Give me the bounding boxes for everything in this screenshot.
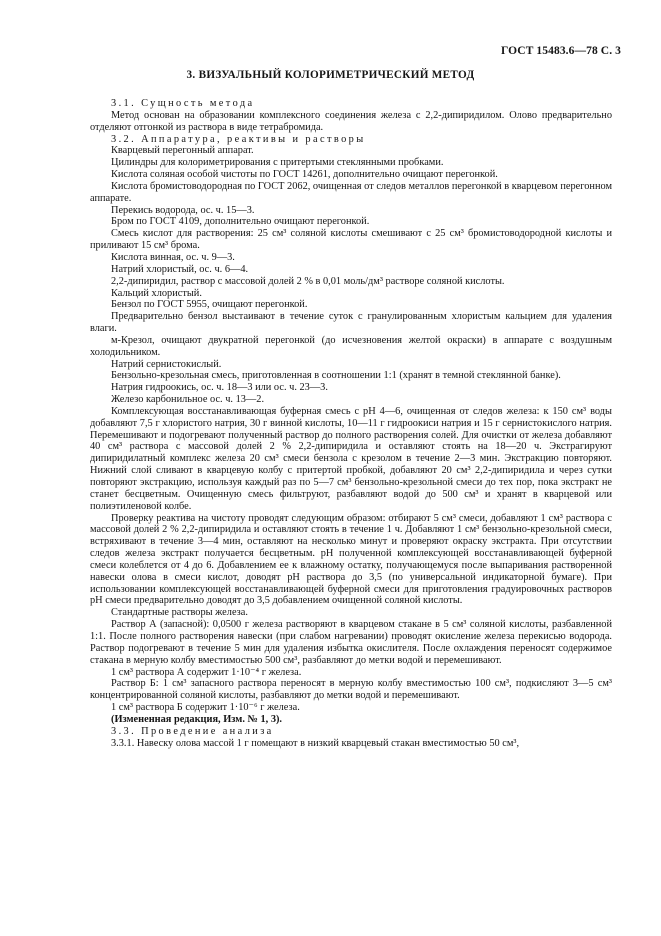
- subsection-heading: 3.1. Сущность метода: [111, 98, 255, 109]
- subsection-heading: 3.3. Проведение анализа: [111, 725, 274, 737]
- paragraph: Железо карбонильное ос. ч. 13—2.: [111, 394, 265, 406]
- paragraph: 3.3.1. Навеску олова массой 1 г помещают в низкий кварцевый стакан вместимостью 50 см³,: [111, 737, 520, 749]
- paragraph: Бром по ГОСТ 4109, дополнительно очищают перегонкой.: [111, 216, 370, 228]
- paragraph: Комплексующая восстанавливающая буферная смесь с рН 4—6, очищенная от следов железа: к 150 см³ воды добавляют 7,5 г хлористого натрия, 30 г винной кислоты, 10—11 г гидроокиси натрия и 15 г сернистокислого натрия. Перемешивают и подогревают полученный раствор до полного растворения солей. Для очистки от железа добавляют 40 см³ раствора с массовой долей 2 % 2,2-дипиридила и оставляют стоять на 18—20 ч. Экстрагируют дипиридилатный комплекс железа 20 см³ смеси бензола с крезолом в течение 2—3 мин. Экстракцию повторяют. Нижний слой сливают в кварцевую колбу с притертой пробкой, добавляют 20 см³ 2,2-дипиридила и через сутки повторяют экстракцию, используя каждый раз по 5—7 см³ бензольно-крезольной смеси до тех пор, пока экстракт не станет бесцветным. Очищенную смесь фильтруют, разбавляют водой до 500 см³ и хранят в кварцевой или полиэтиленовой колбе.: [90, 405, 612, 512]
- paragraph: Натрия гидроокись, ос. ч. 18—3 или ос. ч. 23—3.: [111, 382, 328, 394]
- paragraph: м-Крезол, очищают двукратной перегонкой (до исчезновения желтой окраски) в аппарате с воздушным холодильником.: [90, 334, 612, 358]
- section-title: 3. ВИЗУАЛЬНЫЙ КОЛОРИМЕТРИЧЕСКИЙ МЕТОД: [186, 69, 475, 81]
- paragraph: Раствор А (запасной): 0,0500 г железа растворяют в кварцевом стакане в 5 см³ соляной кислоты, разбавленной 1:1. После полного растворения навески (при слабом нагревании) проводят окисление железа перекисью водорода. Раствор подогревают в течение 5 мин для удаления избытка окислителя. После охлаждения переносят содержимое стакана в мерную колбу вместимостью 500 см³, разбавляют до метки водой и перемешивают.: [90, 619, 612, 666]
- paragraph: Бензольно-крезольная смесь, приготовленная в соотношении 1:1 (хранят в темной стеклянной банке).: [111, 370, 561, 382]
- paragraph: Кислота винная, ос. ч. 9—3.: [111, 251, 235, 263]
- amendment-note: (Измененная редакция, Изм. № 1, 3).: [111, 713, 283, 725]
- paragraph: Смесь кислот для растворения: 25 см³ соляной кислоты смешивают с 25 см³ бромистоводородной кислоты и приливают 15 см³ брома.: [90, 228, 612, 252]
- paragraph: Натрий хлористый, ос. ч. 6—4.: [111, 263, 249, 275]
- paragraph: Раствор Б: 1 см³ запасного раствора переносят в мерную колбу вместимостью 100 см³, подкисляют 3—5 см³ концентрированной соляной кислоты, разбавляют до метки водой и перемешивают.: [90, 678, 612, 702]
- paragraph: Предварительно бензол выстаивают в течение суток с гранулированным хлористым кальцием для удаления влаги.: [90, 311, 612, 335]
- subsection-heading: 3.2. Аппаратура, реактивы и растворы: [111, 133, 366, 145]
- document-body: [90, 98, 612, 749]
- paragraph: 2,2-дипиридил, раствор с массовой долей 2 % в 0,01 моль/дм³ растворе соляной кислоты.: [111, 275, 505, 287]
- paragraph: Кислота бромистоводородная по ГОСТ 2062, очищенная от следов металлов перегонкой в кварцевом перегонном аппарате.: [90, 180, 612, 204]
- paragraph: Метод основан на образовании комплексного соединения железа с 2,2-дипиридилом. Олово предварительно отделяют отгонкой из раствора в виде тетрабромида.: [90, 109, 612, 133]
- paragraph: Бензол по ГОСТ 5955, очищают перегонкой.: [111, 299, 308, 311]
- page-header: ГОСТ 15483.6—78 С. 3: [500, 45, 621, 57]
- paragraph: Кальций хлористый.: [111, 287, 202, 299]
- paragraph: Кислота соляная особой чистоты по ГОСТ 14261, дополнительно очищают перегонкой.: [111, 169, 498, 181]
- paragraph: Перекись водорода, ос. ч. 15—3.: [111, 204, 255, 216]
- paragraph: Натрий сернистокислый.: [111, 358, 222, 370]
- paragraph: 1 см³ раствора Б содержит 1·10⁻⁶ г железа.: [111, 702, 300, 714]
- paragraph: 1 см³ раствора А содержит 1·10⁻⁴ г железа.: [111, 666, 302, 678]
- paragraph: Кварцевый перегонный аппарат.: [111, 145, 254, 157]
- paragraph: Проверку реактива на чистоту проводят следующим образом: отбирают 5 см³ смеси, добавляют 1 см³ раствора с массовой долей 2 % 2,2-дипиридила и оставляют стоять в течение 1 ч. Добавляют 1 см³ бензольно-крезольной смеси, встряхивают в течение 3—4 мин, оставляют на несколько минут и проверяют окраску экстракта. При отсутствии следов железа экстракт получается бесцветным. рН полученной комплексующей восстанавливающей буферной смеси колеблется от 4 до 6. Добавлением ее к влажному остатку, получающемуся после выпаривания растворенной навески олова в смеси кислот, доводят рН раствора до 3,5 (по универсальной индикаторной бумаге). При использовании комплексующей восстанавливающей буферной смеси для приготовления градуировочных растворов рН смеси предварительно доводят до 3,5 добавлением очищенной соляной кислоты.: [90, 512, 612, 607]
- paragraph: Цилиндры для колориметрирования с притертыми стеклянными пробками.: [111, 157, 444, 169]
- paragraph: Стандартные растворы железа.: [111, 607, 248, 619]
